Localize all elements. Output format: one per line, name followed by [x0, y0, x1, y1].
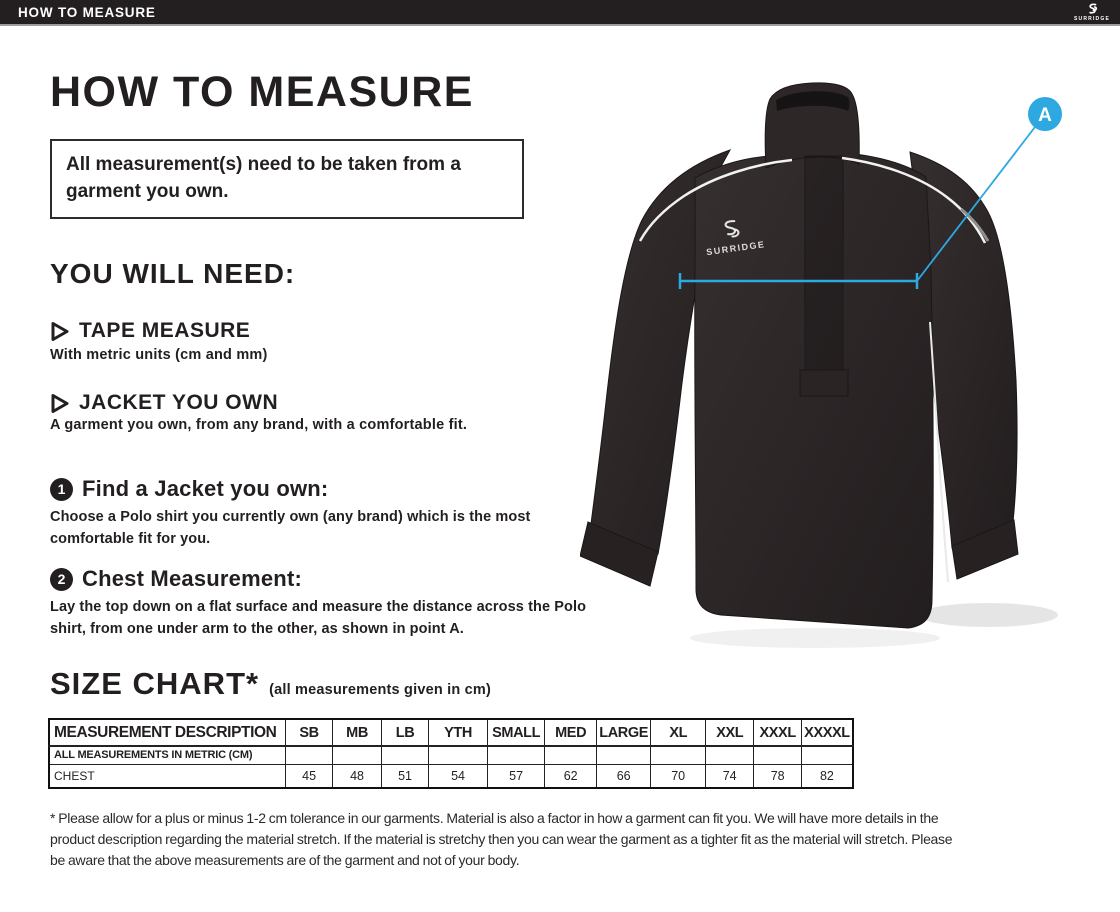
- column-header: MEASUREMENT DESCRIPTION: [49, 719, 285, 746]
- size-chart-heading: SIZE CHART*: [50, 666, 260, 701]
- table-cell: 45: [285, 764, 332, 788]
- jacket-placket-flap: [800, 370, 848, 396]
- jacket-logo-text: SURRIDGE: [705, 239, 767, 258]
- top-bar: [0, 0, 1120, 26]
- row-label: ALL MEASUREMENTS IN METRIC (CM): [49, 746, 285, 764]
- table-cell: 82: [801, 764, 853, 788]
- step-title: Chest Measurement:: [82, 566, 302, 591]
- you-will-need-heading: YOU WILL NEED:: [50, 258, 296, 289]
- triangle-bullet-icon: [50, 321, 70, 342]
- column-header: MED: [545, 719, 597, 746]
- column-header: XL: [651, 719, 706, 746]
- table-header-row: [49, 719, 853, 746]
- column-header: SB: [285, 719, 332, 746]
- step-1: [50, 476, 328, 502]
- table-cell: 74: [705, 764, 753, 788]
- point-a-label: A: [1038, 105, 1052, 126]
- size-chart-subheading: (all measurements given in cm): [269, 682, 492, 698]
- table-row: [49, 746, 853, 764]
- need-item-title: TAPE MEASURE: [79, 319, 251, 342]
- column-header: SMALL: [487, 719, 545, 746]
- table-cell: 78: [754, 764, 801, 788]
- need-item-tape-measure: [50, 319, 250, 343]
- surridge-logo-text: SURRIDGE: [1074, 16, 1110, 22]
- table-cell: 48: [333, 764, 381, 788]
- table-cell: 51: [381, 764, 428, 788]
- top-bar-title: HOW TO MEASURE: [18, 4, 156, 20]
- size-chart-heading-row: [50, 666, 491, 702]
- column-header: XXXXL: [801, 719, 853, 746]
- table-cell: 66: [596, 764, 651, 788]
- shadow: [690, 628, 940, 648]
- table-cell: 70: [651, 764, 706, 788]
- column-header: LB: [381, 719, 428, 746]
- disclaimer-text: * Please allow for a plus or minus 1-2 cm tolerance in our garments. Material is also a factor in how a garment can fit you. We will have more details in the product description regarding the material stretch. If the material is stretchy then you can wear the garment as a tighter fit as the material will stretch. Please be aware that the above measurements are of the garment and not of your body.: [50, 810, 953, 868]
- need-item-description: With metric units (cm and mm): [50, 347, 268, 363]
- step-number-badge: 2: [50, 568, 73, 591]
- notice-box: All measurement(s) need to be taken from a garment you own.: [50, 139, 524, 219]
- need-item-description: A garment you own, from any brand, with a comfortable fit.: [50, 417, 468, 433]
- table-cell: 57: [487, 764, 545, 788]
- step-2: [50, 566, 302, 592]
- triangle-bullet-icon: [50, 393, 70, 414]
- row-label: CHEST: [49, 764, 285, 788]
- column-header: YTH: [429, 719, 488, 746]
- table-cell: 62: [545, 764, 597, 788]
- surridge-logo: [1074, 3, 1110, 22]
- column-header: LARGE: [596, 719, 651, 746]
- need-item-jacket: [50, 391, 278, 415]
- column-header: XXL: [705, 719, 753, 746]
- column-header: MB: [333, 719, 381, 746]
- step-description: Choose a Polo shirt you currently own (any brand) which is the most comfortable fit for you.: [50, 509, 531, 548]
- column-header: XXXL: [754, 719, 801, 746]
- table-cell: 54: [429, 764, 488, 788]
- jacket-product-image: [580, 70, 1120, 700]
- surridge-s-icon: [1084, 3, 1100, 16]
- jacket-placket: [805, 156, 843, 372]
- step-title: Find a Jacket you own:: [82, 476, 329, 501]
- step-description: Lay the top down on a flat surface and measure the distance across the Polo shirt, from one under arm to the other, as shown in point A.: [50, 599, 587, 638]
- step-number-badge: 1: [50, 478, 73, 501]
- shadow: [918, 603, 1058, 627]
- size-chart-table: [48, 718, 854, 789]
- page-title: HOW TO MEASURE: [50, 68, 474, 116]
- need-item-title: JACKET YOU OWN: [79, 391, 279, 414]
- table-row: [49, 764, 853, 788]
